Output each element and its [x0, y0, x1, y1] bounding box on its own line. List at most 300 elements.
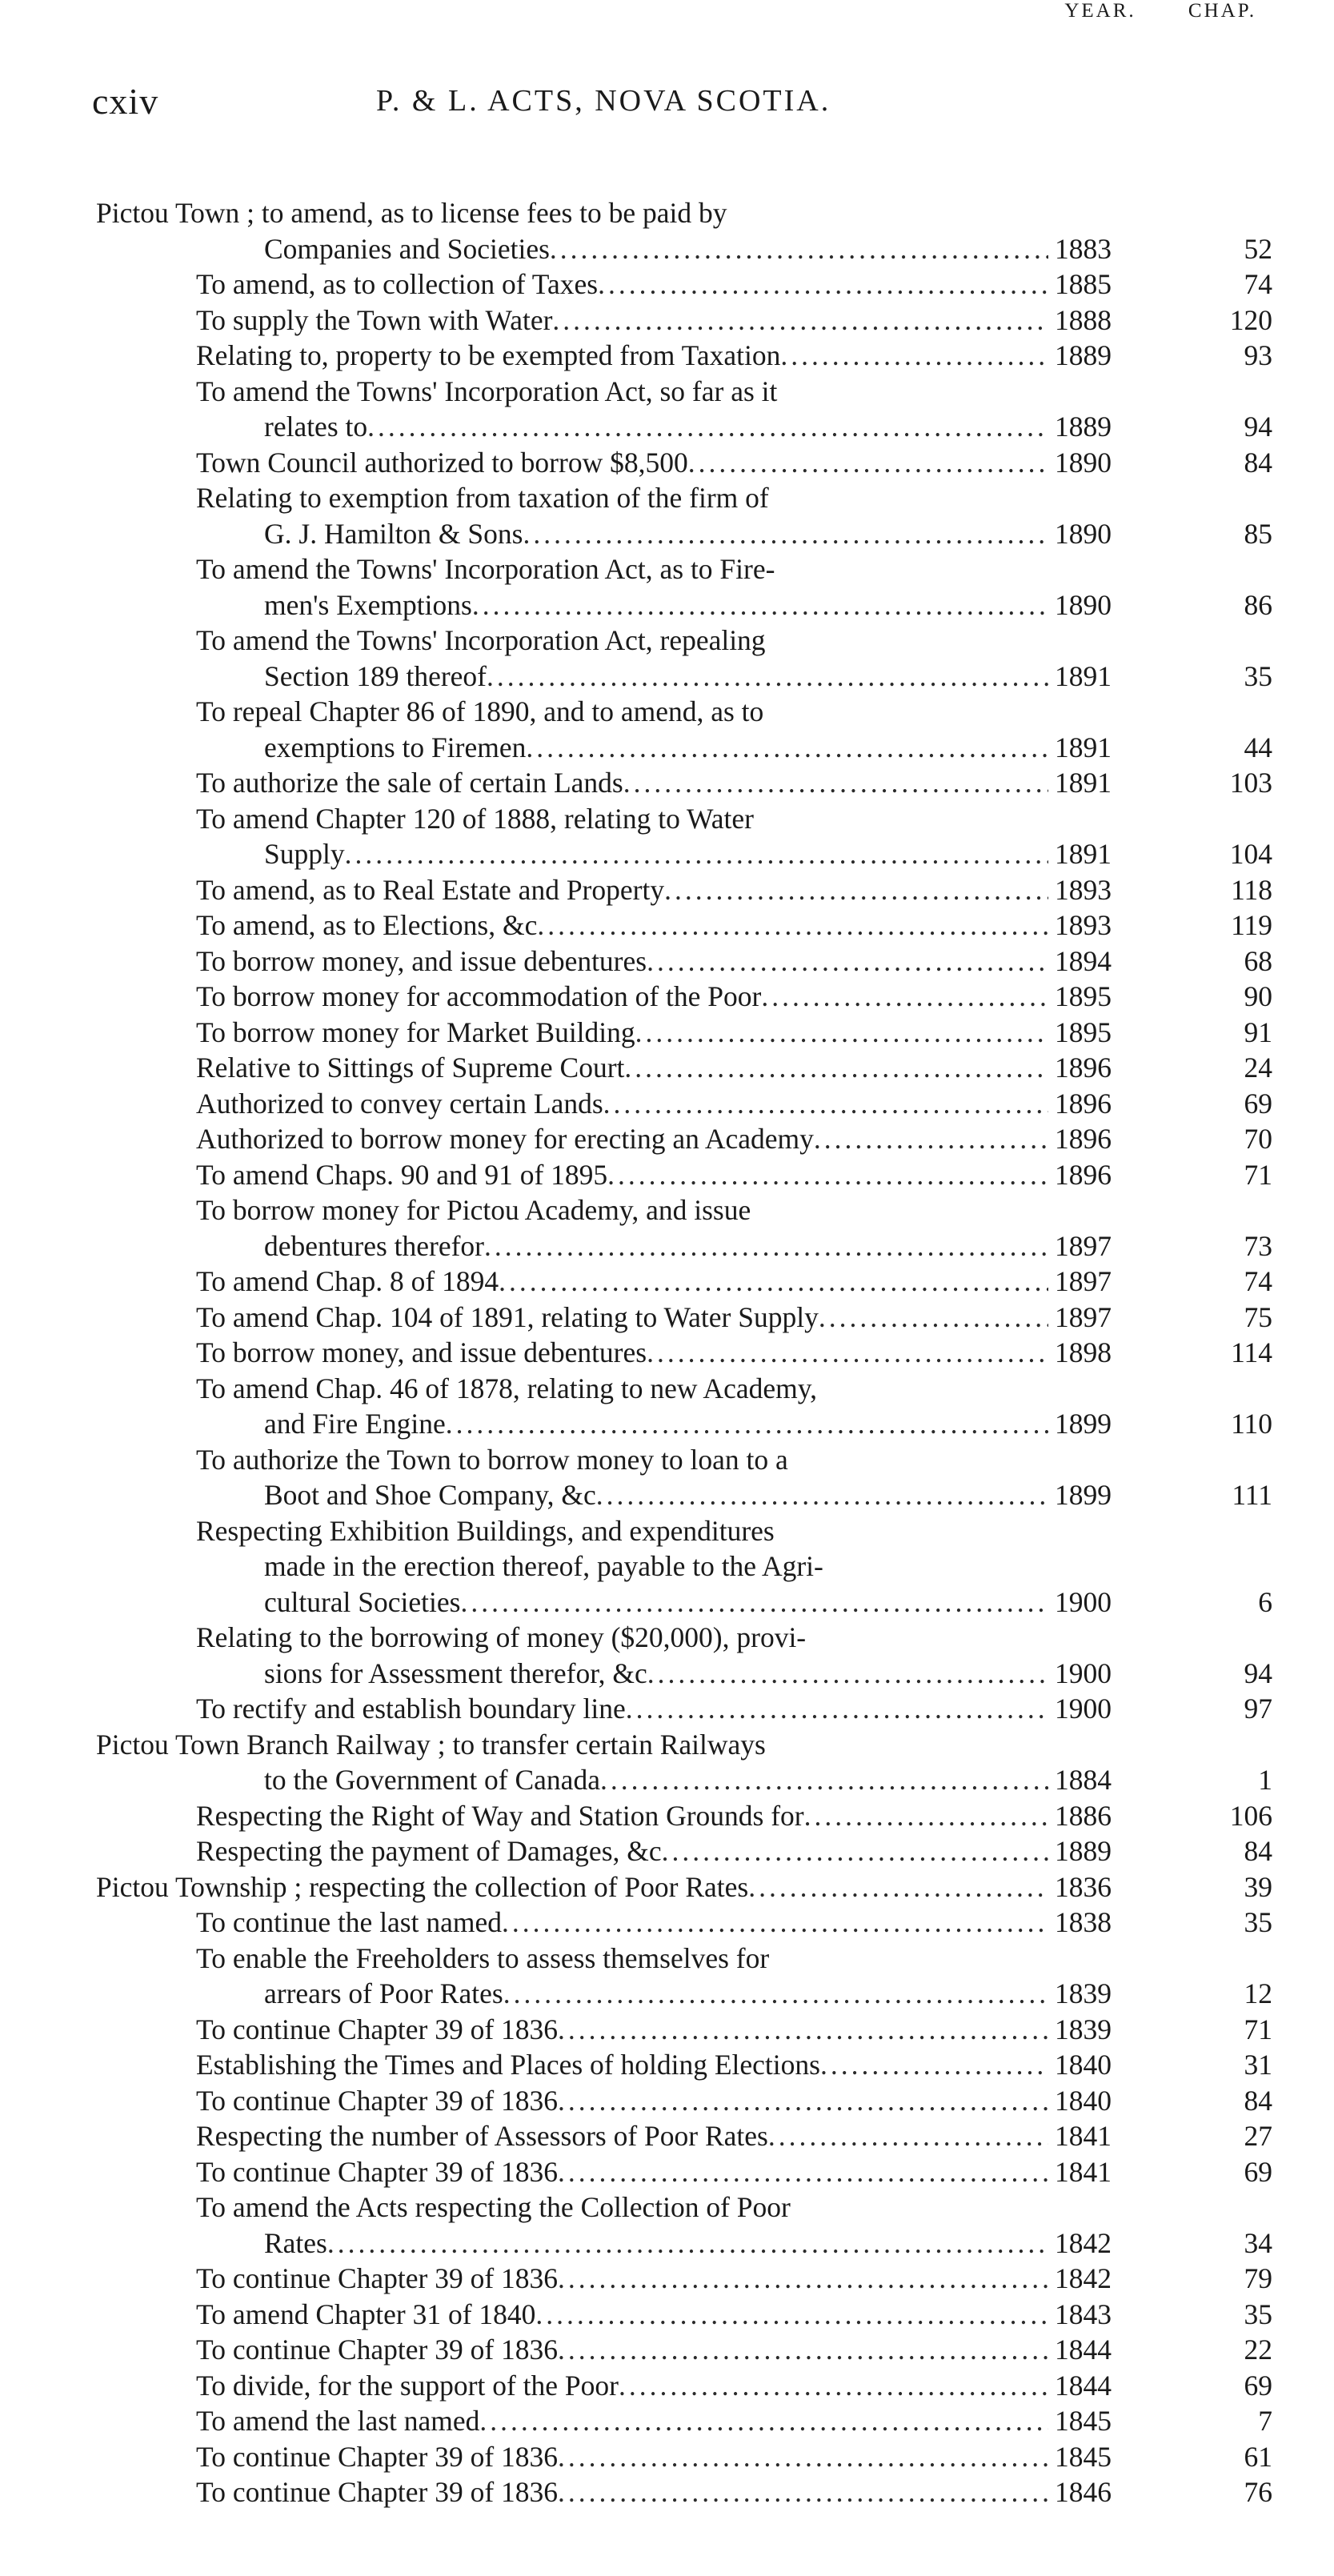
entry-chapter: 31 — [1244, 2049, 1272, 2081]
index-line — [0, 2403, 1334, 2439]
index-line — [0, 1762, 1334, 1798]
index-line — [0, 195, 1334, 231]
index-line — [0, 1620, 1334, 1656]
dot-leader — [535, 2297, 1048, 2333]
index-line — [0, 445, 1334, 481]
index-line — [0, 2439, 1334, 2475]
entry-chapter: 84 — [1244, 2084, 1272, 2117]
entry-text: To continue Chapter 39 of 1836 — [196, 2155, 559, 2188]
entry-text: To continue the last named — [196, 1906, 502, 1938]
entry-text-container — [196, 2118, 1048, 2154]
entry-text: To borrow money for Market Building — [196, 1016, 635, 1048]
entry-text-container — [196, 1798, 1048, 1834]
entry-chapter: 85 — [1244, 517, 1272, 550]
index-line — [0, 1691, 1334, 1727]
index-line — [0, 516, 1334, 552]
dot-leader — [619, 2368, 1048, 2404]
dot-leader — [647, 1335, 1048, 1371]
entry-chapter: 12 — [1244, 1977, 1272, 2009]
dot-leader — [345, 836, 1048, 872]
entry-text-container — [196, 2403, 1048, 2439]
entry-year: 1891 — [1055, 659, 1112, 692]
running-head: P. & L. ACTS, NOVA SCOTIA. — [376, 84, 831, 118]
dot-leader — [804, 1798, 1048, 1834]
entry-chapter: 118 — [1231, 873, 1272, 906]
index-line — [0, 1976, 1334, 2012]
entry-chapter: 84 — [1244, 446, 1272, 479]
entry-text-container — [264, 231, 1048, 267]
entry-text: To amend, as to Elections, &c — [196, 909, 538, 941]
entry-text: To divide, for the support of the Poor — [196, 2369, 619, 2402]
entry-year: 1838 — [1055, 1906, 1112, 1938]
entry-chapter: 6 — [1258, 1585, 1272, 1618]
entry-text: To amend Chap. 8 of 1894 — [196, 1265, 499, 1297]
entry-chapter: 39 — [1244, 1870, 1272, 1903]
entry-text: To amend the Towns' Incorporation Act, so far as it — [196, 375, 778, 407]
page-number: cxiv — [92, 81, 159, 122]
index-line — [0, 480, 1334, 516]
entry-text: men's Exemptions — [264, 588, 472, 621]
entry-text: To amend Chapter 31 of 1840 — [196, 2298, 536, 2330]
dot-leader — [558, 2439, 1048, 2475]
dot-leader — [768, 2118, 1048, 2154]
entry-text-container — [196, 801, 1048, 837]
entry-year: 1886 — [1055, 1799, 1112, 1832]
entry-year: 1899 — [1055, 1408, 1112, 1440]
dot-leader — [558, 2012, 1048, 2048]
entry-text: Section 189 thereof — [264, 659, 487, 692]
entry-text-container — [196, 2261, 1048, 2297]
entry-text: exemptions to Firemen — [264, 731, 527, 763]
entry-year: 1893 — [1055, 873, 1112, 906]
index-line — [0, 1941, 1334, 1977]
entry-year: 1842 — [1055, 2226, 1112, 2259]
entry-year: 1896 — [1055, 1123, 1112, 1155]
entry-year: 1843 — [1055, 2298, 1112, 2330]
entry-text-container — [196, 1371, 1048, 1407]
dot-leader — [552, 302, 1048, 339]
index-line — [0, 730, 1334, 766]
entry-text-container — [196, 1192, 1048, 1228]
dot-leader — [550, 231, 1048, 267]
entry-text: Authorized to convey certain Lands — [196, 1087, 603, 1120]
entry-year: 1896 — [1055, 1052, 1112, 1084]
index-line — [0, 2118, 1334, 2154]
entry-text: Respecting the Right of Way and Station Grounds for — [196, 1799, 804, 1832]
entry-text-container — [196, 1620, 1048, 1656]
entry-text: To continue Chapter 39 of 1836 — [196, 2084, 559, 2117]
entry-chapter: 52 — [1244, 232, 1272, 265]
entry-text: Pictou Town ; to amend, as to license fees to be paid by — [96, 197, 727, 229]
dot-leader — [624, 1050, 1048, 1086]
entry-text: Respecting Exhibition Buildings, and expenditures — [196, 1514, 775, 1547]
entry-text-container — [196, 943, 1048, 980]
entry-text-container — [264, 1762, 1048, 1798]
entry-text-container — [196, 1300, 1048, 1336]
entry-text: Authorized to borrow money for erecting an Academy — [196, 1123, 814, 1155]
entry-year: 1845 — [1055, 2405, 1112, 2437]
entry-text: To amend Chap. 46 of 1878, relating to new Academy, — [196, 1372, 818, 1404]
entry-text: Relating to the borrowing of money ($20,000), provi- — [196, 1621, 807, 1653]
entry-chapter: 69 — [1244, 1087, 1272, 1120]
dot-leader — [327, 2225, 1048, 2262]
entry-text-container — [196, 1941, 1048, 1977]
entry-year: 1899 — [1055, 1479, 1112, 1511]
entry-year: 1889 — [1055, 411, 1112, 443]
entry-text-container — [196, 1264, 1048, 1300]
entry-chapter: 106 — [1229, 1799, 1272, 1832]
index-line — [0, 1335, 1334, 1371]
index-line — [0, 1192, 1334, 1228]
entry-chapter: 103 — [1229, 767, 1272, 799]
entry-chapter: 69 — [1244, 2155, 1272, 2188]
entry-chapter: 94 — [1244, 1657, 1272, 1689]
dot-leader — [662, 1833, 1048, 1869]
dot-leader — [780, 338, 1048, 374]
entry-chapter: 114 — [1231, 1336, 1272, 1368]
entry-text: To continue Chapter 39 of 1836 — [196, 2440, 559, 2473]
entry-text-container — [196, 765, 1048, 801]
entry-chapter: 71 — [1244, 2013, 1272, 2045]
entry-text-container — [196, 445, 1048, 481]
entry-text-container — [96, 195, 1048, 231]
entry-text: Establishing the Times and Places of holding Elections — [196, 2049, 820, 2081]
index-line — [0, 1905, 1334, 1941]
entry-year: 1884 — [1055, 1764, 1112, 1796]
entry-text-container — [264, 1406, 1048, 1442]
index-line — [0, 409, 1334, 445]
index-line — [0, 1300, 1334, 1336]
entry-year: 1890 — [1055, 517, 1112, 550]
entry-year: 1896 — [1055, 1158, 1112, 1191]
entry-chapter: 74 — [1244, 1265, 1272, 1297]
entry-year: 1840 — [1055, 2084, 1112, 2117]
index-line — [0, 1371, 1334, 1407]
entry-text: cultural Societies — [264, 1585, 461, 1618]
index-line — [0, 1833, 1334, 1869]
entry-chapter: 68 — [1244, 944, 1272, 977]
entry-text: To amend Chapter 120 of 1888, relating to Water — [196, 802, 754, 835]
dot-leader — [635, 1015, 1048, 1051]
dot-leader — [647, 943, 1048, 980]
index-line — [0, 1798, 1334, 1834]
index-line — [0, 231, 1334, 267]
entry-year: 1888 — [1055, 303, 1112, 336]
dot-leader — [820, 2047, 1048, 2083]
entry-chapter: 84 — [1244, 1835, 1272, 1867]
entry-text-container — [196, 551, 1048, 587]
entry-text: relates to — [264, 411, 368, 443]
entry-chapter: 69 — [1244, 2369, 1272, 2402]
entry-text-container — [264, 2225, 1048, 2262]
entry-chapter: 97 — [1244, 1693, 1272, 1725]
dot-leader — [814, 1121, 1048, 1157]
entry-text: To authorize the Town to borrow money to loan to a — [196, 1443, 788, 1476]
entry-text-container — [264, 1656, 1048, 1692]
entry-text-container — [196, 338, 1048, 374]
entry-text: G. J. Hamilton & Sons — [264, 517, 523, 550]
index-entries — [0, 195, 1334, 2510]
dot-leader — [367, 409, 1048, 445]
entry-text: Companies and Societies — [264, 232, 550, 265]
index-line — [0, 2083, 1334, 2119]
entry-chapter: 35 — [1244, 1906, 1272, 1938]
entry-text-container — [196, 2189, 1048, 2225]
entry-chapter: 79 — [1244, 2262, 1272, 2294]
entry-chapter: 76 — [1244, 2476, 1272, 2508]
index-line — [0, 765, 1334, 801]
entry-text: To authorize the sale of certain Lands — [196, 767, 623, 799]
index-line — [0, 2047, 1334, 2083]
index-line — [0, 1727, 1334, 1763]
entry-text-container — [264, 1976, 1048, 2012]
index-line — [0, 2297, 1334, 2333]
entry-text-container — [196, 1442, 1048, 1478]
dot-leader — [558, 2261, 1048, 2297]
entry-text: debentures therefor — [264, 1229, 484, 1262]
index-line — [0, 551, 1334, 587]
entry-chapter: 93 — [1244, 339, 1272, 371]
entry-chapter: 24 — [1244, 1052, 1272, 1084]
dot-leader — [446, 1406, 1048, 1442]
entry-text: made in the erection thereof, payable to the Agri- — [264, 1550, 823, 1582]
entry-text: to the Government of Canada — [264, 1764, 600, 1796]
index-line — [0, 943, 1334, 980]
entry-year: 1897 — [1055, 1265, 1112, 1297]
entry-text: To amend Chap. 104 of 1891, relating to Water Supply — [196, 1300, 819, 1333]
index-line — [0, 1086, 1334, 1122]
index-line — [0, 2189, 1334, 2225]
entry-text: To repeal Chapter 86 of 1890, and to amend, as to — [196, 695, 764, 727]
entry-chapter: 86 — [1244, 588, 1272, 621]
index-line — [0, 1548, 1334, 1584]
index-line — [0, 907, 1334, 943]
entry-text: To amend the Acts respecting the Collection of Poor — [196, 2191, 791, 2223]
entry-year: 1900 — [1055, 1657, 1112, 1689]
entry-text: Pictou Township ; respecting the collection of Poor Rates — [96, 1870, 749, 1903]
entry-text-container — [264, 1228, 1048, 1264]
entry-text: Supply — [264, 838, 345, 870]
dot-leader — [748, 1869, 1048, 1905]
entry-year: 1841 — [1055, 2120, 1112, 2152]
entry-text-container — [196, 979, 1048, 1015]
dot-leader — [487, 659, 1048, 695]
dot-leader — [607, 1157, 1048, 1193]
entry-text-container — [196, 2012, 1048, 2048]
entry-chapter: 104 — [1229, 838, 1272, 870]
dot-leader — [502, 1905, 1048, 1941]
entry-year: 1897 — [1055, 1300, 1112, 1333]
index-line — [0, 1477, 1334, 1513]
index-line — [0, 2332, 1334, 2368]
index-line — [0, 2474, 1334, 2510]
dot-leader — [688, 445, 1048, 481]
entry-year: 1839 — [1055, 1977, 1112, 2009]
dot-leader — [558, 2154, 1048, 2190]
entry-text: To borrow money, and issue debentures — [196, 1336, 647, 1368]
index-line — [0, 659, 1334, 695]
entry-year: 1891 — [1055, 767, 1112, 799]
entry-text: To amend, as to collection of Taxes — [196, 268, 599, 300]
dot-leader — [623, 765, 1048, 801]
entry-chapter: 70 — [1244, 1123, 1272, 1155]
dot-leader — [598, 266, 1048, 302]
index-line — [0, 2225, 1334, 2262]
index-line — [0, 1228, 1334, 1264]
entry-text-container — [196, 480, 1048, 516]
entry-text-container — [196, 374, 1048, 410]
entry-chapter: 120 — [1229, 303, 1272, 336]
entry-chapter: 35 — [1244, 659, 1272, 692]
entry-text-container — [196, 2439, 1048, 2475]
entry-text: To borrow money for accommodation of the Poor — [196, 980, 762, 1012]
index-line — [0, 1406, 1334, 1442]
index-line — [0, 1157, 1334, 1193]
entry-chapter: 44 — [1244, 731, 1272, 763]
dot-leader — [484, 1228, 1048, 1264]
entry-year: 1900 — [1055, 1585, 1112, 1618]
entry-text-container — [196, 623, 1048, 659]
index-line — [0, 302, 1334, 339]
entry-text-container — [196, 2047, 1048, 2083]
entry-text-container — [264, 516, 1048, 552]
entry-year: 1895 — [1055, 980, 1112, 1012]
index-line — [0, 694, 1334, 730]
entry-text-container — [196, 1905, 1048, 1941]
entry-year: 1842 — [1055, 2262, 1112, 2294]
entry-text-container — [196, 302, 1048, 339]
entry-text-container — [196, 1833, 1048, 1869]
entry-text: To enable the Freeholders to assess themselves for — [196, 1941, 770, 1974]
entry-text-container — [264, 587, 1048, 623]
index-line — [0, 1513, 1334, 1549]
entry-text-container — [96, 1869, 1048, 1905]
entry-year: 1894 — [1055, 944, 1112, 977]
index-line — [0, 338, 1334, 374]
dot-leader — [537, 907, 1048, 943]
index-line — [0, 836, 1334, 872]
dot-leader — [626, 1691, 1048, 1727]
entry-text: Respecting the payment of Damages, &c — [196, 1835, 662, 1867]
index-line — [0, 1264, 1334, 1300]
entry-chapter: 35 — [1244, 2298, 1272, 2330]
entry-text-container — [196, 2332, 1048, 2368]
entry-text-container — [196, 266, 1048, 302]
column-header-chap: CHAP. — [1188, 0, 1257, 22]
entry-text: To continue Chapter 39 of 1836 — [196, 2013, 559, 2045]
entry-text-container — [196, 2474, 1048, 2510]
entry-text-container — [264, 1477, 1048, 1513]
dot-leader — [600, 1762, 1048, 1798]
entry-text-container — [264, 730, 1048, 766]
entry-text-container — [196, 1691, 1048, 1727]
entry-chapter: 61 — [1244, 2440, 1272, 2473]
entry-text-container — [264, 836, 1048, 872]
index-line — [0, 1050, 1334, 1086]
entry-chapter: 34 — [1244, 2226, 1272, 2259]
entry-year: 1883 — [1055, 232, 1112, 265]
entry-text: Pictou Town Branch Railway ; to transfer certain Railways — [96, 1728, 766, 1761]
dot-leader — [526, 730, 1048, 766]
entry-year: 1889 — [1055, 1835, 1112, 1867]
index-line — [0, 872, 1334, 908]
entry-year: 1896 — [1055, 1087, 1112, 1120]
entry-text: Relative to Sittings of Supreme Court — [196, 1052, 625, 1084]
entry-text-container — [196, 694, 1048, 730]
entry-year: 1844 — [1055, 2334, 1112, 2366]
dot-leader — [558, 2332, 1048, 2368]
entry-text: To continue Chapter 39 of 1836 — [196, 2334, 559, 2366]
entry-text-container — [196, 1121, 1048, 1157]
entry-text: Relating to exemption from taxation of the firm of — [196, 482, 769, 514]
entry-text-container — [196, 1157, 1048, 1193]
index-line — [0, 979, 1334, 1015]
entry-year: 1839 — [1055, 2013, 1112, 2045]
entry-text: To borrow money for Pictou Academy, and issue — [196, 1194, 751, 1226]
entry-year: 1897 — [1055, 1229, 1112, 1262]
dot-leader — [761, 979, 1048, 1015]
entry-chapter: 74 — [1244, 268, 1272, 300]
entry-chapter: 111 — [1232, 1479, 1272, 1511]
entry-text-container — [196, 1015, 1048, 1051]
entry-year: 1885 — [1055, 268, 1112, 300]
dot-leader — [558, 2474, 1048, 2510]
entry-chapter: 94 — [1244, 411, 1272, 443]
index-line — [0, 2261, 1334, 2297]
entry-text: To amend the Towns' Incorporation Act, repealing — [196, 624, 766, 656]
index-line — [0, 587, 1334, 623]
entry-chapter: 27 — [1244, 2120, 1272, 2152]
index-line — [0, 374, 1334, 410]
entry-chapter: 1 — [1258, 1764, 1272, 1796]
entry-text: Respecting the number of Assessors of Poor Rates — [196, 2120, 768, 2152]
index-line — [0, 1015, 1334, 1051]
entry-text-container — [196, 2368, 1048, 2404]
page-header — [0, 80, 1334, 136]
entry-text-container — [196, 2297, 1048, 2333]
entry-text: Relating to, property to be exempted from Taxation — [196, 339, 781, 371]
index-line — [0, 2154, 1334, 2190]
entry-chapter: 91 — [1244, 1016, 1272, 1048]
entry-text: To amend the last named — [196, 2405, 480, 2437]
entry-text-container — [196, 1335, 1048, 1371]
dot-leader — [647, 1656, 1048, 1692]
dot-leader — [499, 1264, 1048, 1300]
dot-leader — [472, 587, 1048, 623]
entry-year: 1841 — [1055, 2155, 1112, 2188]
dot-leader — [596, 1477, 1048, 1513]
entry-year: 1898 — [1055, 1336, 1112, 1368]
entry-text: To amend, as to Real Estate and Property — [196, 873, 665, 906]
entry-year: 1895 — [1055, 1016, 1112, 1048]
index-line — [0, 2368, 1334, 2404]
entry-year: 1891 — [1055, 731, 1112, 763]
entry-year: 1836 — [1055, 1870, 1112, 1903]
entry-text-container — [264, 1548, 1048, 1584]
entry-text: To continue Chapter 39 of 1836 — [196, 2262, 559, 2294]
dot-leader — [664, 872, 1048, 908]
index-line — [0, 1442, 1334, 1478]
entry-year: 1890 — [1055, 446, 1112, 479]
entry-text: To amend the Towns' Incorporation Act, as to Fire- — [196, 553, 775, 585]
entry-text: To supply the Town with Water — [196, 303, 553, 336]
entry-text: To amend Chaps. 90 and 91 of 1895 — [196, 1158, 608, 1191]
index-line — [0, 1584, 1334, 1621]
entry-chapter: 73 — [1244, 1229, 1272, 1262]
entry-text: Town Council authorized to borrow $8,500 — [196, 446, 688, 479]
entry-text-container — [264, 659, 1048, 695]
entry-text: To rectify and establish boundary line — [196, 1693, 626, 1725]
